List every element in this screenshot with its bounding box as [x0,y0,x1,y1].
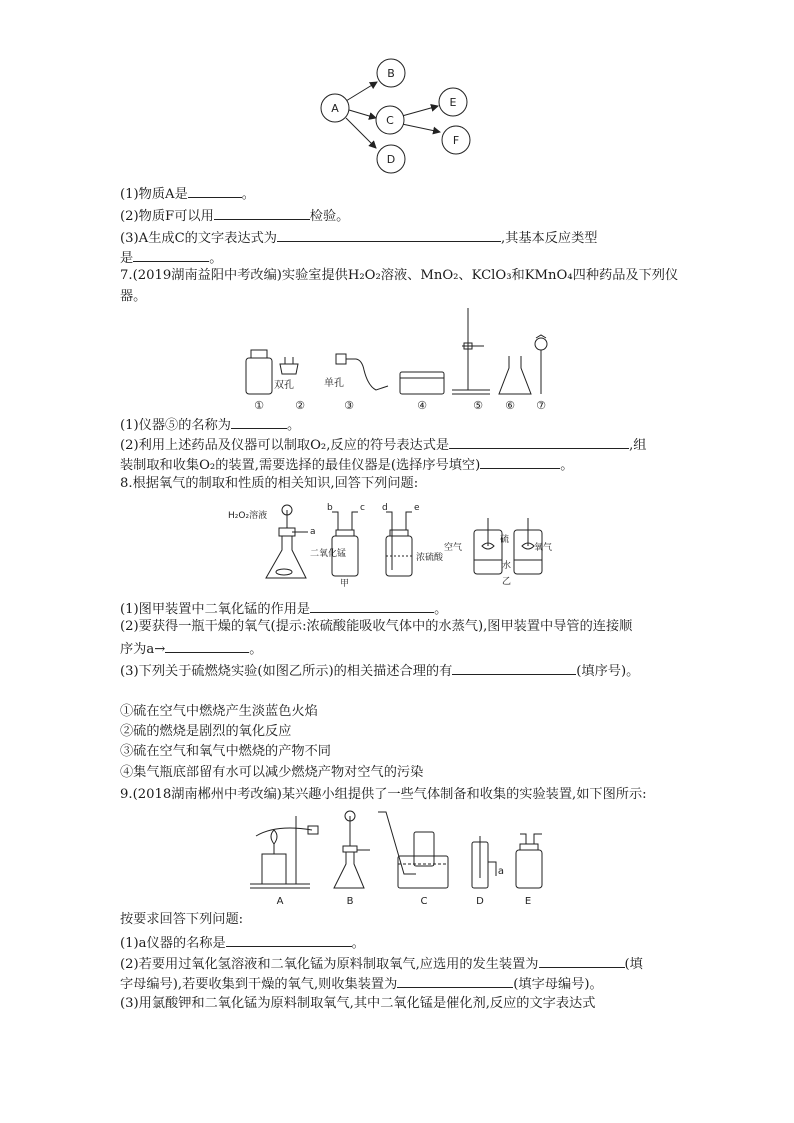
fig-label-c: c [360,503,365,513]
q8-part1: (1)图甲装置中二氧化锰的作用是 。 [120,598,447,619]
fig-label-one-hole: 单孔 [324,378,344,389]
q7-part1: (1)仪器⑤的名称为 。 [120,414,300,435]
q6-part1: (1)物质A是 。 [120,183,255,204]
q6-part2: (2)物质F可以用 检验。 [120,205,349,226]
q8-stem: 8.根据氧气的制取和性质的相关知识,回答下列问题: [120,476,419,491]
fig-number: ⑥ [505,399,515,412]
fig-label-oxygen: 氧气 [534,543,552,553]
q7-part2: (2)利用上述药品及仪器可以制取O₂,反应的符号表达式是 ,组 [120,434,646,455]
fig-label-yi: 乙 [502,577,512,587]
fig-label-water: 水 [502,561,512,571]
fig-letter: D [476,896,484,906]
q9-part1: (1)a仪器的名称是 。 [120,932,365,953]
node-label: E [449,96,457,109]
node-label: D [386,153,396,166]
fig-number: ⑦ [536,399,546,412]
fig-label-sulfur: 硫 [500,535,510,545]
q9-part3: (3)用氯酸钾和二氧化锰为原料制取氧气,其中二氧化锰是催化剂,反应的文字表达式 [120,996,596,1011]
fig-number: ⑤ [473,399,483,412]
fig-label-a: a [310,527,316,537]
answer-blank[interactable] [449,434,629,449]
q8-part3: (3)下列关于硫燃烧实验(如图乙所示)的相关描述合理的有 (填序号)。 [120,660,639,681]
q8-option-1: ①硫在空气中燃烧产生淡蓝色火焰 [120,704,318,719]
q6-part3b: 是 。 [120,247,222,268]
q9-stem: 9.(2018湖南郴州中考改编)某兴趣小组提供了一些气体制备和收集的实验装置,如下图所示: [120,787,647,802]
fig-letter: A [276,896,284,906]
q7-stem: 7.(2019湖南益阳中考改编)实验室提供H₂O₂溶液、MnO₂、KClO₃和KMnO₄四种药品及下列仪 [120,268,679,283]
answer-blank[interactable] [165,638,249,653]
fig-number: ① [254,399,264,412]
q7-apparatus-figure [238,302,558,414]
reaction-flow-diagram [310,58,480,178]
fig-label-d: d [382,503,388,513]
fig-label-h2so4: 浓硫酸 [416,553,444,563]
q8-option-3: ③硫在空气和氧气中燃烧的产物不同 [120,744,331,759]
fig-label-e: e [414,503,420,513]
q6-part3: (3)A生成C的文字表达式为 ,其基本反应类型 [120,227,598,248]
q7-part2b: 装制取和收集O₂的装置,需要选择的最佳仪器是(选择序号填空) 。 [120,454,573,475]
fig-number: ② [295,399,305,412]
answer-blank[interactable] [231,414,287,429]
answer-blank[interactable] [214,205,310,220]
fig-number: ④ [417,399,427,412]
answer-blank[interactable] [226,932,352,947]
node-label: F [452,134,460,147]
answer-blank[interactable] [397,973,513,988]
fig-label-two-hole: 双孔 [274,380,294,391]
answer-blank[interactable] [310,598,434,613]
fig-label-b: b [327,503,333,513]
fig-letter: E [524,896,532,906]
fig-label-air: 空气 [444,543,463,553]
q8-part2: (2)要获得一瓶干燥的氧气(提示:浓硫酸能吸收气体中的水蒸气),图甲装置中导管的连接顺 [120,619,633,634]
fig-label-a: a [497,866,505,877]
answer-blank[interactable] [480,454,560,469]
fig-number: ③ [344,399,354,412]
q8-option-4: ④集气瓶底部留有水可以减少燃烧产物对空气的污染 [120,765,424,780]
q8-apparatus-figure [222,500,552,588]
fig-label-mno2: 二氧化锰 [310,549,347,559]
q9-apparatus-figure [246,806,556,906]
fig-label-jia: 甲 [340,579,350,588]
fig-label-h2o2: H₂O₂溶液 [228,511,268,521]
q9-part2: (2)若要用过氧化氢溶液和二氧化锰为原料制取氧气,应选用的发生装置为 (填 [120,953,643,974]
answer-blank[interactable] [277,227,501,242]
fig-letter: B [346,896,354,906]
node-label: B [387,67,395,80]
answer-blank[interactable] [188,183,242,198]
q8-part2b: 序为a→ 。 [120,638,262,659]
fig-letter: C [420,896,428,906]
q9-intro: 按要求回答下列问题: [120,912,244,927]
node-label: C [386,114,394,127]
answer-blank[interactable] [133,247,209,262]
q8-option-2: ②硫的燃烧是剧烈的氧化反应 [120,724,292,739]
answer-blank[interactable] [452,660,576,675]
node-label: A [331,102,339,115]
q7-stem-cont: 器。 [120,289,147,304]
answer-blank[interactable] [539,953,625,968]
q9-part2b: 字母编号),若要收集到干燥的氧气,则收集装置为 (填字母编号)。 [120,973,603,994]
